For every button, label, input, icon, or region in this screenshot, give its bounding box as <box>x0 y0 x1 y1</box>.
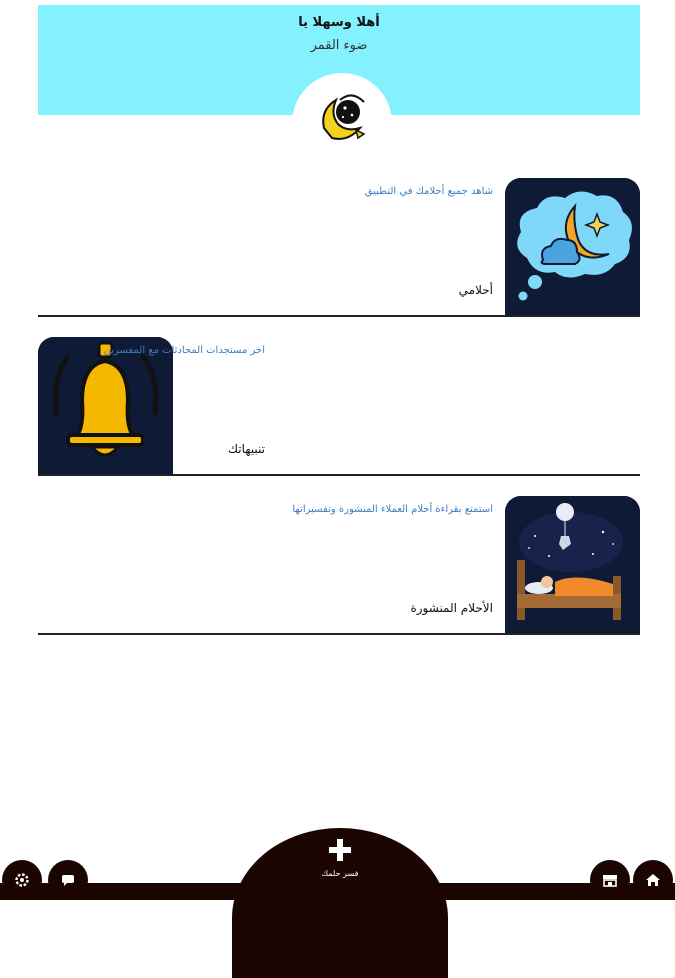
card-description: شاهد جميع أحلامك في التطبيق <box>364 186 493 197</box>
username-text: ضوء القمر <box>310 38 368 53</box>
sleeping-dreamer-icon <box>505 496 640 633</box>
settings-icon <box>14 872 30 888</box>
store-button[interactable] <box>590 860 630 900</box>
bell-icon <box>38 337 173 474</box>
notifications-card[interactable] <box>38 337 640 476</box>
plus-icon[interactable] <box>326 836 354 864</box>
greeting-text: أهلا وسهلا يا <box>298 15 380 30</box>
card-description: اخر مستجدات المحادثات مع المفسرين <box>103 345 265 356</box>
interpret-dream-label: فسر حلمك <box>321 869 359 878</box>
store-icon <box>602 872 618 888</box>
home-button[interactable] <box>633 860 673 900</box>
chat-button[interactable] <box>48 860 88 900</box>
card-description: استمتع بقراءة أحلام العملاء المنشورة وتفسيراتها <box>292 504 493 515</box>
my-dreams-card[interactable] <box>38 178 640 317</box>
settings-button[interactable] <box>2 860 42 900</box>
moon-cloud-thought-icon <box>505 178 640 315</box>
published-dreams-card[interactable] <box>38 496 640 635</box>
home-icon <box>645 872 661 888</box>
chat-icon <box>60 872 76 888</box>
card-title: تنبيهاتك <box>228 442 265 456</box>
moon-dreamer-avatar-icon[interactable] <box>312 88 372 148</box>
card-title: أحلامي <box>458 283 493 297</box>
card-title: الأحلام المنشورة <box>410 601 493 615</box>
